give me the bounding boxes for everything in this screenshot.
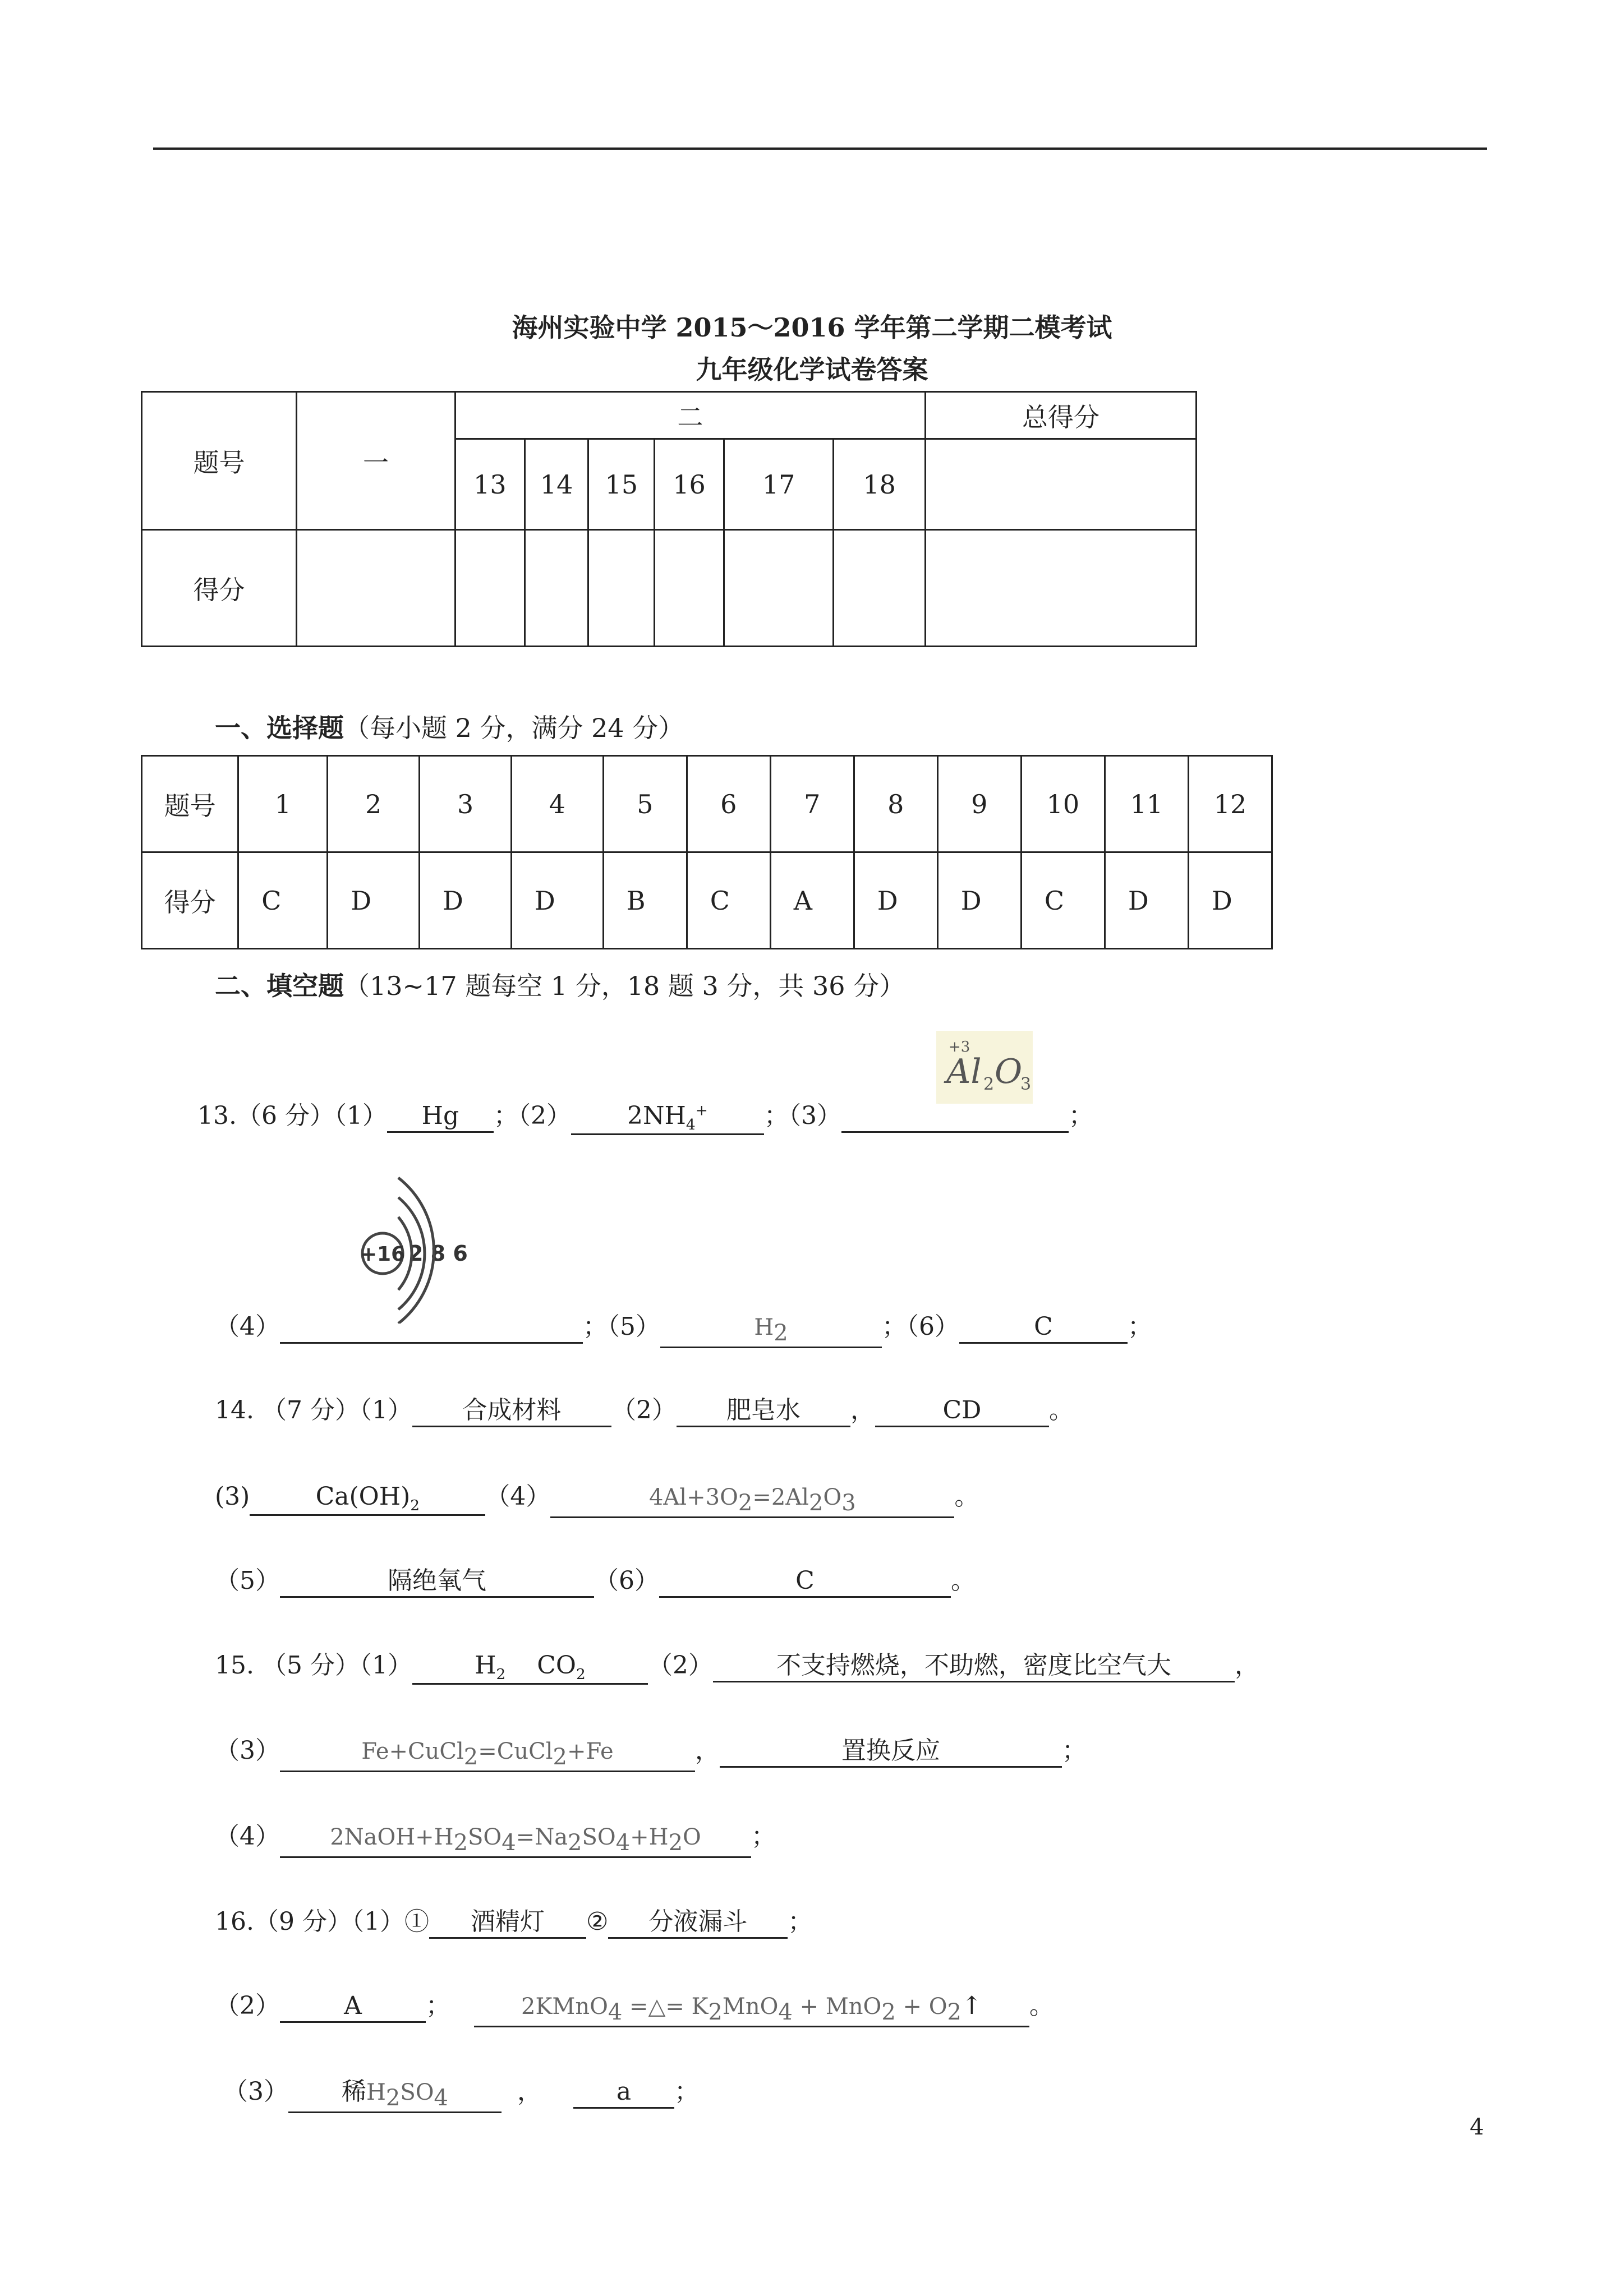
q13-line1: 13.（6 分）（1） Hg ；（2） $2NH_4^+$ ；（3） ；: [197, 1095, 1093, 1135]
mc-number: 5: [603, 756, 687, 852]
score-sub-col: 16: [655, 439, 724, 530]
q13-answer-1: Hg: [387, 1101, 494, 1133]
q16-answer-6: a: [573, 2077, 674, 2109]
q13-answer-6: C: [959, 1312, 1128, 1344]
score-label-score: 得分: [142, 530, 297, 647]
q14-answer-7: C: [659, 1566, 951, 1598]
section1-heading: 一、选择题（每小题 2 分，满分 24 分）: [215, 713, 684, 743]
mc-number: 3: [420, 756, 512, 852]
q13-answer-2: $2NH_4^+$: [571, 1101, 764, 1135]
mc-answer: D: [1105, 852, 1188, 949]
score-table: [141, 391, 1197, 647]
score-cell: [925, 530, 1196, 647]
mc-answer: D: [937, 852, 1021, 949]
mc-answer-table: [141, 755, 1273, 949]
score-sub-col: 15: [588, 439, 655, 530]
top-rule: [153, 147, 1487, 150]
mc-number: 7: [770, 756, 854, 852]
q14-answer-2: 肥皂水: [677, 1396, 850, 1427]
q13-answer-4: [280, 1312, 583, 1344]
score-cell: [834, 530, 926, 647]
q14-line2: (3) $Ca(OH)_2$ （4） $4Al+3O_2=2Al_2O_3$ 。: [215, 1476, 979, 1518]
mc-number: 10: [1021, 756, 1105, 852]
mc-answer: D: [420, 852, 512, 949]
score-sub-col: 18: [834, 439, 926, 530]
q15-answer-5: $2NaOH+H_2SO_4=Na_2SO_4+H_2O$: [280, 1822, 751, 1858]
mc-answer: C: [1021, 852, 1105, 949]
q14-line1: 14. （7 分）（1） 合成材料 （2） 肥皂水 ， CD 。: [215, 1390, 1074, 1427]
q14-answer-1: 合成材料: [412, 1396, 611, 1427]
mc-answer: C: [687, 852, 770, 949]
mc-number: 1: [238, 756, 328, 852]
score-col-one: 一: [297, 392, 456, 530]
q16-line1: 16.（9 分）（1）① 酒精灯 ② 分液漏斗 ；: [215, 1901, 812, 1939]
sulfur-atom-structure-diagram: [348, 1155, 477, 1324]
mc-label-score: 得分: [142, 852, 238, 949]
mc-answer: C: [238, 852, 328, 949]
score-cell: [455, 530, 525, 647]
score-col-two: 二: [455, 392, 925, 439]
q16-line3: （3） 稀$H_2SO_4$ ， a ；: [223, 2071, 699, 2113]
q14-answer-4: $Ca(OH)_2$: [250, 1482, 485, 1516]
q15-answer-4: 置换反应: [720, 1736, 1062, 1768]
mc-answer: A: [770, 852, 854, 949]
score-sub-col: 17: [724, 439, 833, 530]
svg-text:2 8 6: 2 8 6: [408, 1241, 468, 1266]
q14-answer-3: CD: [875, 1396, 1049, 1427]
mc-answer: D: [1188, 852, 1272, 949]
q15-line1: 15. （5 分）（1） $H_2$ $CO_2$ （2） 不支持燃烧，不助燃，密度比空气大 ，: [215, 1645, 1259, 1685]
q16-answer-5: 稀$H_2SO_4$: [288, 2077, 502, 2113]
al2o3-formula-image: +3 Al 2 O 3: [936, 1031, 1033, 1104]
q15-answer-2: 不支持燃烧，不助燃，密度比空气大: [713, 1651, 1235, 1682]
mc-number: 8: [854, 756, 937, 852]
score-cell: [724, 530, 833, 647]
score-cell: [297, 530, 456, 647]
q14-line3: （5） 隔绝氧气 （6） C 。: [215, 1560, 976, 1598]
score-cell: [655, 530, 724, 647]
score-label-question: 题号: [142, 392, 297, 530]
score-col-total: 总得分: [925, 392, 1196, 439]
q14-answer-6: 隔绝氧气: [280, 1566, 594, 1598]
q16-answer-2: 分液漏斗: [608, 1907, 788, 1939]
q16-line2: （2） A ； 2KMnO$_4$ =△= $K_2MnO_4 + MnO_2$ + $O_2↑$ 。: [215, 1985, 1054, 2027]
score-total-cell: [925, 439, 1196, 530]
q16-answer-4: 2KMnO$_4$ =△= $K_2MnO_4 + MnO_2$ + $O_2↑$: [474, 1991, 1029, 2027]
score-cell: [588, 530, 655, 647]
score-cell: [525, 530, 588, 647]
q15-answer-1: $H_2$ $CO_2$: [412, 1651, 648, 1685]
exam-title: 海州实验中学 2015～2016 学年第二学期二模考试: [512, 312, 1112, 343]
mc-number: 4: [511, 756, 603, 852]
score-sub-col: 14: [525, 439, 588, 530]
q16-answer-3: A: [280, 1991, 426, 2023]
exam-subtitle: 九年级化学试卷答案: [696, 354, 928, 385]
mc-number: 6: [687, 756, 770, 852]
section2-heading: 二、填空题（13~17 题每空 1 分，18 题 3 分，共 36 分）: [215, 971, 905, 1001]
q13-line2: （4） ；（5） $H_2$ ；（6） C ；: [215, 1306, 1152, 1348]
mc-label-question: 题号: [142, 756, 238, 852]
q14-answer-5: $4Al+3O_2=2Al_2O_3$: [550, 1482, 954, 1518]
q15-line3: （4） $2NaOH+H_2SO_4=Na_2SO_4+H_2O$ ；: [215, 1816, 776, 1858]
mc-number: 2: [328, 756, 420, 852]
svg-text:+16: +16: [360, 1243, 406, 1266]
q16-answer-1: 酒精灯: [429, 1907, 586, 1939]
mc-answer: D: [854, 852, 937, 949]
mc-answer: D: [328, 852, 420, 949]
q15-line2: （3） Fe+CuCl$_2$=CuCl$_2$+Fe ， 置换反应 ；: [215, 1730, 1087, 1772]
mc-number: 12: [1188, 756, 1272, 852]
q13-answer-5: $H_2$: [660, 1312, 882, 1348]
mc-answer: B: [603, 852, 687, 949]
page-number: 4: [1470, 2114, 1484, 2140]
mc-number: 9: [937, 756, 1021, 852]
q13-answer-3: [841, 1101, 1069, 1133]
mc-number: 11: [1105, 756, 1188, 852]
score-sub-col: 13: [455, 439, 525, 530]
q15-answer-3: Fe+CuCl$_2$=CuCl$_2$+Fe: [280, 1736, 695, 1772]
mc-answer: D: [511, 852, 603, 949]
